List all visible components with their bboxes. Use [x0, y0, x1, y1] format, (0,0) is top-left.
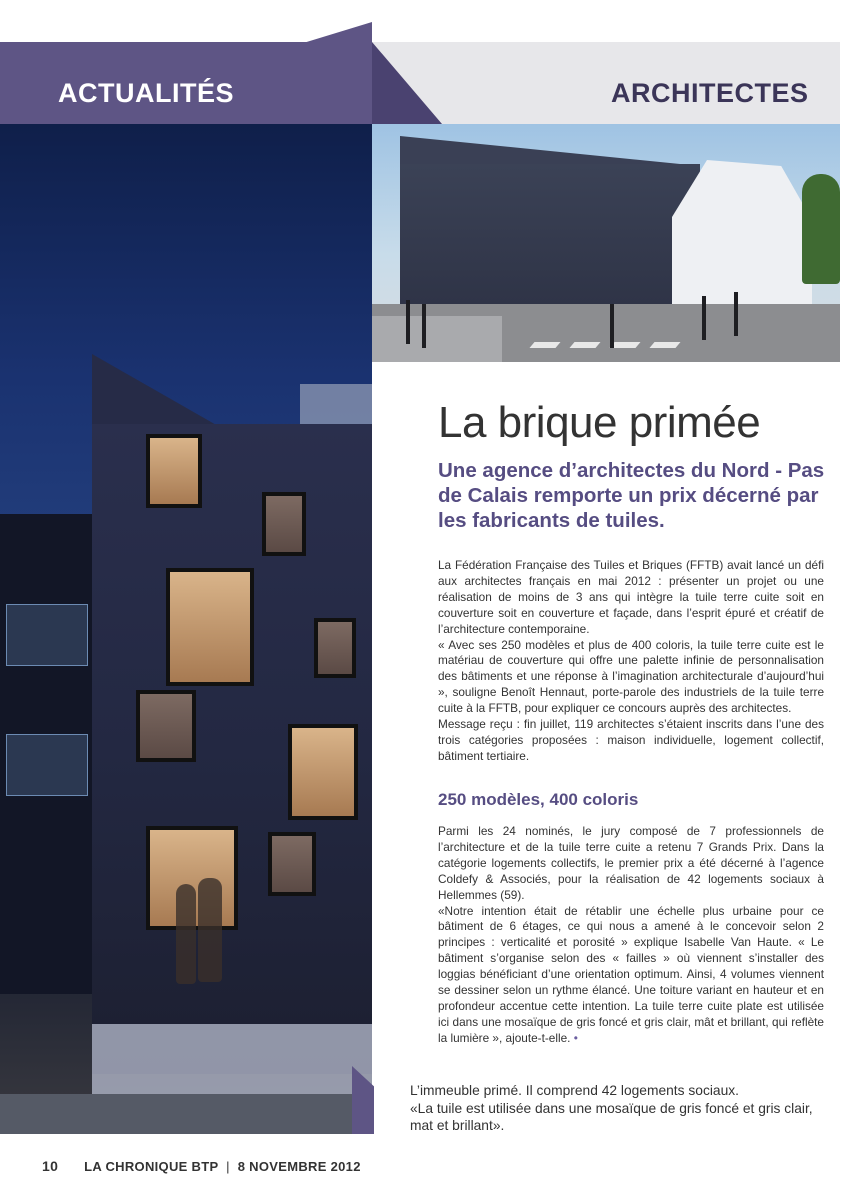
- pedestrian-figure: [198, 878, 222, 982]
- paragraph: Parmi les 24 nominés, le jury composé de 7 professionnels de l’architecture et de la tuile terre cuite a retenu 7 Grands Prix. Dans la catégorie logements collectifs, le premier prix a été décerné à l’agence Coldefy & Associés, pour la réalisation de 42 logements sociaux à Hellemmes (59).: [438, 824, 824, 902]
- photo-caption: [410, 1082, 820, 1135]
- building-base: [92, 1024, 372, 1094]
- window: [314, 618, 356, 678]
- section-label-actualites: ACTUALITÉS: [58, 78, 234, 108]
- header-left-peak: [300, 22, 372, 44]
- crosswalk-stripe: [529, 342, 560, 348]
- window: [136, 690, 196, 762]
- sidewalk: [0, 1094, 372, 1134]
- balcony: [6, 734, 88, 796]
- publication-name: LA CHRONIQUE BTP: [84, 1159, 219, 1174]
- window: [268, 832, 316, 896]
- page-footer: [42, 1158, 361, 1174]
- footer-separator: |: [226, 1159, 230, 1174]
- balcony: [6, 604, 88, 666]
- pedestrian-figure: [610, 304, 614, 348]
- window: [288, 724, 358, 820]
- caption-line: «La tuile est utilisée dans une mosaïque de gris foncé et gris clair, mat et brillant».: [410, 1100, 813, 1133]
- article-body-part1: [438, 558, 824, 765]
- pedestrian-figure: [406, 300, 410, 344]
- building-night-photo: [0, 124, 372, 1134]
- issue-date: 8 NOVEMBRE 2012: [237, 1159, 361, 1174]
- pedestrian-figure: [176, 884, 196, 984]
- pedestrian-figure: [422, 304, 426, 348]
- pedestrian-figure: [734, 292, 738, 336]
- paragraph: Message reçu : fin juillet, 119 architectes s’étaient inscrits dans l’une des trois catégories proposées : maison individuelle, logement collectif, bâtiment tertiaire.: [438, 717, 824, 763]
- tree: [802, 174, 840, 284]
- crosswalk-stripe: [569, 342, 600, 348]
- end-mark: •: [573, 1030, 578, 1045]
- sidewalk: [372, 316, 502, 362]
- paragraph-text: «Notre intention était de rétablir une échelle plus urbaine pour ce bâtiment de 6 étages, ce qui nous a amené à le concevoir selon 2 principes : verticalité et porosité » explique Isabelle Van Haute. « Le bâtiment s’organise selon des « failles » où viennent s’installer des loggias bénéficiant d’une orientation optimum. Ainsi, 4 volumes viennent se dessiner selon un rythme élancé. Une toiture variant en hauteur et en profondeur accentue cette intention. La tuile terre cuite plate est utilisée ici dans une mosaïque de gris foncé et gris clair, mât et brillant, qui reflète la lumière », ajoute-t-elle.: [438, 903, 824, 1045]
- crosswalk-stripe: [609, 342, 640, 348]
- section-label-architectes: ARCHITECTES: [611, 78, 809, 108]
- paragraph: « Avec ses 250 modèles et plus de 400 coloris, la tuile terre cuite est le matériau de couverture qui offre une palette infinie de personnalisation des bâtiments et une réponse à l’imagination architecturale d’aujourd’hui », souligne Benoît Hennaut, porte-parole des industriels de la tuile terre cuite à la FFTB, pour expliquer ce concours auprès des architectes.: [438, 637, 824, 716]
- section-heading: 250 modèles, 400 coloris: [438, 790, 639, 809]
- window: [166, 568, 254, 686]
- building-day-photo: [372, 124, 840, 362]
- article-body-part2: [438, 824, 824, 1047]
- article-subtitle: Une agence d’architectes du Nord - Pas de Calais remporte un prix décerné par les fabricants de tuiles.: [438, 459, 825, 532]
- crosswalk-stripe: [649, 342, 680, 348]
- paragraph: La Fédération Française des Tuiles et Briques (FFTB) avait lancé un défi aux architectes français en mai 2012 : présenter un projet ou une réalisation de moins de 3 ans qui intègre la tuile terre cuite soit en couverture soit en couverture et façade, dans l’esprit épuré et créatif de l’architecture contemporaine.: [438, 558, 824, 636]
- caption-line: L’immeuble primé. Il comprend 42 logements sociaux.: [410, 1083, 739, 1098]
- window: [262, 492, 306, 556]
- article-title: La brique primée: [438, 398, 761, 447]
- dark-roof: [400, 136, 700, 166]
- dark-tiled-building: [400, 164, 700, 304]
- header-divider-triangle: [372, 42, 442, 124]
- window: [146, 434, 202, 508]
- paragraph: [438, 904, 824, 1047]
- pedestrian-figure: [702, 296, 706, 340]
- page-number: 10: [42, 1158, 59, 1174]
